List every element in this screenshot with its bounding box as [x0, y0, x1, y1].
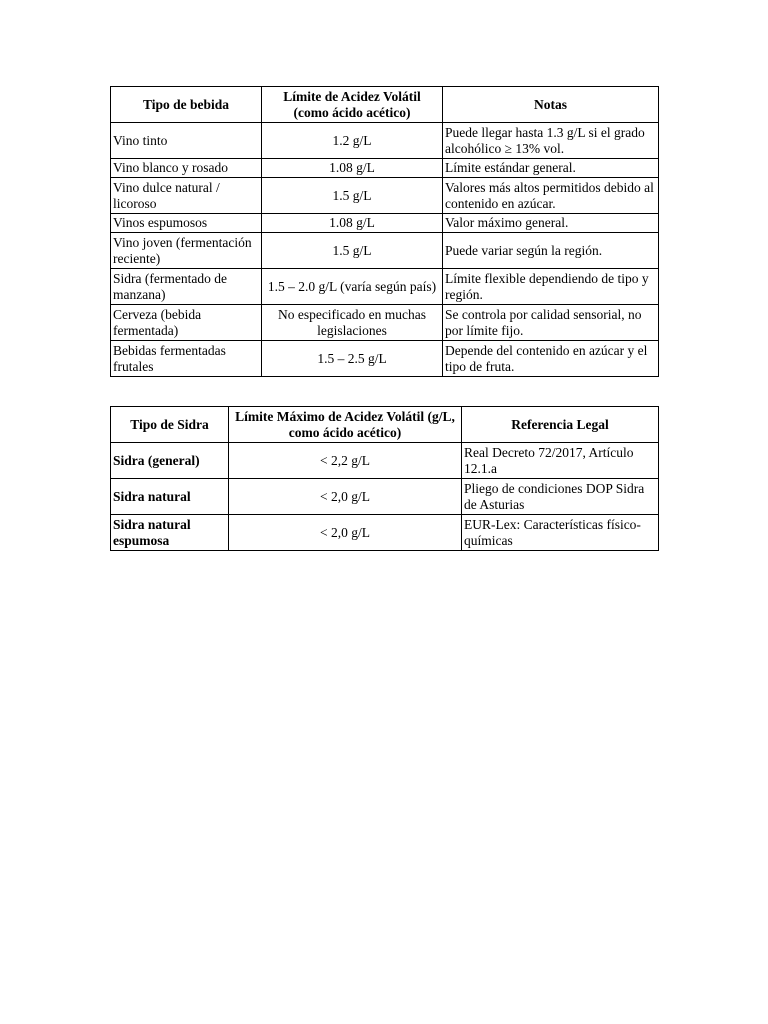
cell-bebida: Vino dulce natural / licoroso — [111, 178, 262, 214]
cell-bebida: Vino tinto — [111, 123, 262, 159]
table-header-row — [111, 407, 659, 443]
header-limite-maximo: Límite Máximo de Acidez Volátil (g/L, como ácido acético) — [229, 407, 462, 443]
cell-limite: 1.08 g/L — [262, 159, 443, 178]
cell-notas: Puede variar según la región. — [443, 233, 659, 269]
cell-referencia: EUR-Lex: Características físico-químicas — [462, 515, 659, 551]
cell-bebida: Vinos espumosos — [111, 214, 262, 233]
table-row — [111, 443, 659, 479]
cell-limite: 1.5 – 2.5 g/L — [262, 341, 443, 377]
cell-bebida: Vino blanco y rosado — [111, 159, 262, 178]
cell-referencia: Pliego de condiciones DOP Sidra de Asturias — [462, 479, 659, 515]
cell-limite: 1.5 g/L — [262, 178, 443, 214]
table-header-row — [111, 87, 659, 123]
cell-notas: Límite flexible dependiendo de tipo y región. — [443, 269, 659, 305]
cell-limite: 1.2 g/L — [262, 123, 443, 159]
cell-limite: No especificado en muchas legislaciones — [262, 305, 443, 341]
table-row — [111, 159, 659, 178]
cell-tipo-sidra: Sidra (general) — [111, 443, 229, 479]
cell-referencia: Real Decreto 72/2017, Artículo 12.1.a — [462, 443, 659, 479]
cell-limite: < 2,0 g/L — [229, 479, 462, 515]
cell-notas: Depende del contenido en azúcar y el tipo de fruta. — [443, 341, 659, 377]
beverage-acidity-table — [110, 86, 659, 377]
cell-notas: Valor máximo general. — [443, 214, 659, 233]
header-notas: Notas — [443, 87, 659, 123]
cell-notas: Se controla por calidad sensorial, no por límite fijo. — [443, 305, 659, 341]
header-tipo-sidra: Tipo de Sidra — [111, 407, 229, 443]
cell-limite: 1.5 g/L — [262, 233, 443, 269]
cell-tipo-sidra: Sidra natural — [111, 479, 229, 515]
cell-notas: Puede llegar hasta 1.3 g/L si el grado alcohólico ≥ 13% vol. — [443, 123, 659, 159]
cider-acidity-table — [110, 406, 659, 551]
table-row — [111, 178, 659, 214]
cell-limite: < 2,2 g/L — [229, 443, 462, 479]
table-row — [111, 341, 659, 377]
header-referencia-legal: Referencia Legal — [462, 407, 659, 443]
cell-tipo-sidra: Sidra natural espumosa — [111, 515, 229, 551]
table-row — [111, 214, 659, 233]
header-limite-acidez: Límite de Acidez Volátil (como ácido acético) — [262, 87, 443, 123]
table-row — [111, 123, 659, 159]
table-row — [111, 305, 659, 341]
cell-limite: 1.08 g/L — [262, 214, 443, 233]
table-row — [111, 479, 659, 515]
cell-bebida: Sidra (fermentado de manzana) — [111, 269, 262, 305]
table-row — [111, 269, 659, 305]
table-row — [111, 233, 659, 269]
cell-notas: Límite estándar general. — [443, 159, 659, 178]
cell-limite: < 2,0 g/L — [229, 515, 462, 551]
cell-notas: Valores más altos permitidos debido al contenido en azúcar. — [443, 178, 659, 214]
table-row — [111, 515, 659, 551]
cell-bebida: Vino joven (fermentación reciente) — [111, 233, 262, 269]
cell-bebida: Cerveza (bebida fermentada) — [111, 305, 262, 341]
cell-bebida: Bebidas fermentadas frutales — [111, 341, 262, 377]
cell-limite: 1.5 – 2.0 g/L (varía según país) — [262, 269, 443, 305]
header-tipo-bebida: Tipo de bebida — [111, 87, 262, 123]
